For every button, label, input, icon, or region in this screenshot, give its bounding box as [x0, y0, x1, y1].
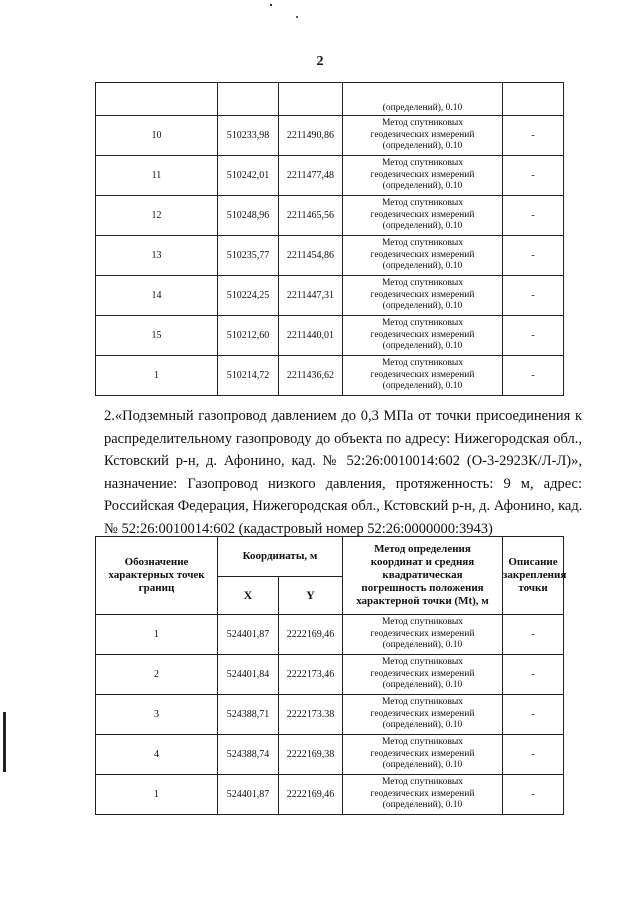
coord-x: 524388,74	[218, 735, 279, 775]
table-row	[96, 735, 564, 775]
header-line: закрепления	[503, 569, 567, 581]
point-number: 14	[96, 276, 218, 316]
table-row	[96, 615, 564, 655]
method-line: Метод спутниковых	[381, 238, 464, 249]
method-line: геодезических измерений	[370, 708, 475, 719]
method-line: (определений), 0.10	[382, 221, 463, 232]
method-cell	[343, 236, 503, 276]
point-number: 1	[96, 615, 218, 655]
method-line: (определений), 0.10	[382, 680, 463, 691]
method-line: Метод спутниковых	[381, 697, 464, 708]
point-description: -	[503, 316, 564, 356]
method-line: (определений), 0.10	[382, 181, 463, 192]
coord-y: 2211454,86	[279, 236, 343, 276]
point-description: -	[503, 356, 564, 396]
coord-y: 2222169,38	[279, 735, 343, 775]
paragraph-line: Российская Федерация, Нижегородская обл., Кстовский р-н, д. Афонино, кад.	[104, 498, 583, 514]
coord-x: 524401,87	[218, 775, 279, 815]
method-cell	[343, 276, 503, 316]
table-row	[96, 156, 564, 196]
point-description: -	[503, 236, 564, 276]
object-description-paragraph	[104, 405, 582, 540]
point-description: -	[503, 116, 564, 156]
coord-y: 2211465,56	[279, 196, 343, 236]
point-description: -	[503, 775, 564, 815]
method-cell	[343, 156, 503, 196]
point-description: -	[503, 276, 564, 316]
point-number: 1	[96, 775, 218, 815]
point-number: 10	[96, 116, 218, 156]
method-line: Метод спутниковых	[381, 617, 464, 628]
table-row	[96, 316, 564, 356]
table-row	[96, 196, 564, 236]
coordinates-table	[95, 536, 567, 815]
method-line: (определений), 0.10	[382, 640, 463, 651]
coord-y: 2222169,46	[279, 775, 343, 815]
point-number: 15	[96, 316, 218, 356]
method-line: геодезических измерений	[370, 329, 475, 340]
point-description: -	[503, 695, 564, 735]
coord-y: 2211447,31	[279, 276, 343, 316]
point-number: 4	[96, 735, 218, 775]
header-x: X	[218, 577, 279, 615]
coord-y: 2222173.38	[279, 695, 343, 735]
coord-y: 2211477,48	[279, 156, 343, 196]
coord-x: 510235,77	[218, 236, 279, 276]
method-line: (определений), 0.10	[382, 760, 463, 771]
point-number: 12	[96, 196, 218, 236]
table-row	[96, 83, 564, 116]
method-line: Метод спутниковых	[381, 318, 464, 329]
method-line: геодезических измерений	[370, 369, 475, 380]
point-number: 2	[96, 655, 218, 695]
coord-x: 510214,72	[218, 356, 279, 396]
method-cell: (определений), 0.10	[343, 83, 503, 116]
point-description: -	[503, 196, 564, 236]
coord-y: 2211440,01	[279, 316, 343, 356]
method-line: геодезических измерений	[370, 788, 475, 799]
coord-x: 510248,96	[218, 196, 279, 236]
coord-x: 524388,71	[218, 695, 279, 735]
method-line: Метод спутниковых	[381, 657, 464, 668]
method-line: Метод спутниковых	[381, 158, 464, 169]
method-line: Метод спутниковых	[381, 118, 464, 129]
point-number: 11	[96, 156, 218, 196]
header-method	[343, 537, 503, 615]
table-cell	[218, 83, 279, 116]
point-description: -	[503, 156, 564, 196]
point-number: 13	[96, 236, 218, 276]
method-line: Метод спутниковых	[381, 737, 464, 748]
method-line: геодезических измерений	[370, 209, 475, 220]
header-line: Метод определения	[374, 543, 471, 555]
method-line: (определений), 0.10	[382, 261, 463, 272]
table-cell	[279, 83, 343, 116]
point-description: -	[503, 735, 564, 775]
method-line: Метод спутниковых	[381, 358, 464, 369]
coord-y: 2211436,62	[279, 356, 343, 396]
table-cell	[503, 83, 564, 116]
coord-y: 2222169,46	[279, 615, 343, 655]
method-line: (определений), 0.10	[382, 301, 463, 312]
method-line: Метод спутниковых	[381, 777, 464, 788]
header-description	[503, 537, 567, 615]
method-line: геодезических измерений	[370, 129, 475, 140]
page-number: 2	[316, 54, 324, 69]
paragraph-line: № 52:26:0010014:602 (кадастровый номер 52:26:0000000:3943)	[104, 520, 493, 537]
header-line: координат и средняя	[370, 556, 475, 568]
method-cell	[343, 356, 503, 396]
method-cell	[343, 775, 503, 815]
coord-x: 510242,01	[218, 156, 279, 196]
table-row	[96, 655, 564, 695]
scan-speck	[270, 4, 272, 6]
coord-x: 510224,25	[218, 276, 279, 316]
method-cell	[343, 316, 503, 356]
coord-x: 510212,60	[218, 316, 279, 356]
method-line: Метод спутниковых	[381, 198, 464, 209]
header-line: границ	[138, 582, 175, 594]
table-header-row	[96, 537, 564, 577]
table-row	[96, 116, 564, 156]
method-line: (определений), 0.10	[382, 141, 463, 152]
method-cell	[343, 695, 503, 735]
header-line: характерных точек	[108, 569, 205, 581]
method-line: (определений), 0.10	[382, 720, 463, 731]
coord-x: 524401,87	[218, 615, 279, 655]
scan-speck	[296, 16, 298, 18]
paragraph-line: назначение: Газопровод низкого давления, протяженность: 9 м, адрес:	[104, 475, 582, 492]
method-line: геодезических измерений	[370, 289, 475, 300]
table-row	[96, 356, 564, 396]
header-line: квадратическая	[382, 569, 463, 581]
method-cell	[343, 615, 503, 655]
method-line: геодезических измерений	[370, 668, 475, 679]
table-row	[96, 695, 564, 735]
table-row	[96, 775, 564, 815]
paragraph-line: 2.«Подземный газопровод давлением до 0,3 МПа от точки присоединения к	[104, 408, 582, 424]
table-cell	[96, 83, 218, 116]
point-number: 3	[96, 695, 218, 735]
header-line: Обозначение	[124, 556, 189, 568]
method-cell	[343, 196, 503, 236]
scan-margin-mark	[3, 712, 6, 772]
method-line: геодезических измерений	[370, 169, 475, 180]
method-line: геодезических измерений	[370, 748, 475, 759]
point-description: -	[503, 615, 564, 655]
header-coordinates: Координаты, м	[218, 537, 343, 577]
header-line: Описание	[508, 556, 558, 568]
method-cell	[343, 655, 503, 695]
header-y: Y	[279, 577, 343, 615]
method-cell	[343, 116, 503, 156]
method-line: (определений), 0.10	[382, 800, 463, 811]
header-designation	[96, 537, 218, 615]
paragraph-line: распределительному газопроводу до объекта по адресу: Нижегородская обл.,	[104, 430, 582, 447]
method-line: (определений), 0.10	[382, 381, 463, 392]
header-line: характерной точки (Mt), м	[356, 595, 489, 607]
method-line: геодезических измерений	[370, 628, 475, 639]
point-description: -	[503, 655, 564, 695]
header-line: погрешность положения	[361, 582, 484, 594]
coord-x: 524401,84	[218, 655, 279, 695]
coord-y: 2222173,46	[279, 655, 343, 695]
paragraph-line: Кстовский р-н, д. Афонино, кад. № 52:26:0010014:602 (О-3-2923К/Л-Л)»,	[104, 453, 582, 469]
method-line: (определений), 0.10	[382, 341, 463, 352]
method-line: геодезических измерений	[370, 249, 475, 260]
point-number: 1	[96, 356, 218, 396]
table-row	[96, 236, 564, 276]
header-line: точки	[518, 582, 548, 594]
table-row	[96, 276, 564, 316]
coord-x: 510233,98	[218, 116, 279, 156]
method-line: Метод спутниковых	[381, 278, 464, 289]
method-cell	[343, 735, 503, 775]
coordinates-table-continued	[95, 82, 564, 396]
coord-y: 2211490,86	[279, 116, 343, 156]
